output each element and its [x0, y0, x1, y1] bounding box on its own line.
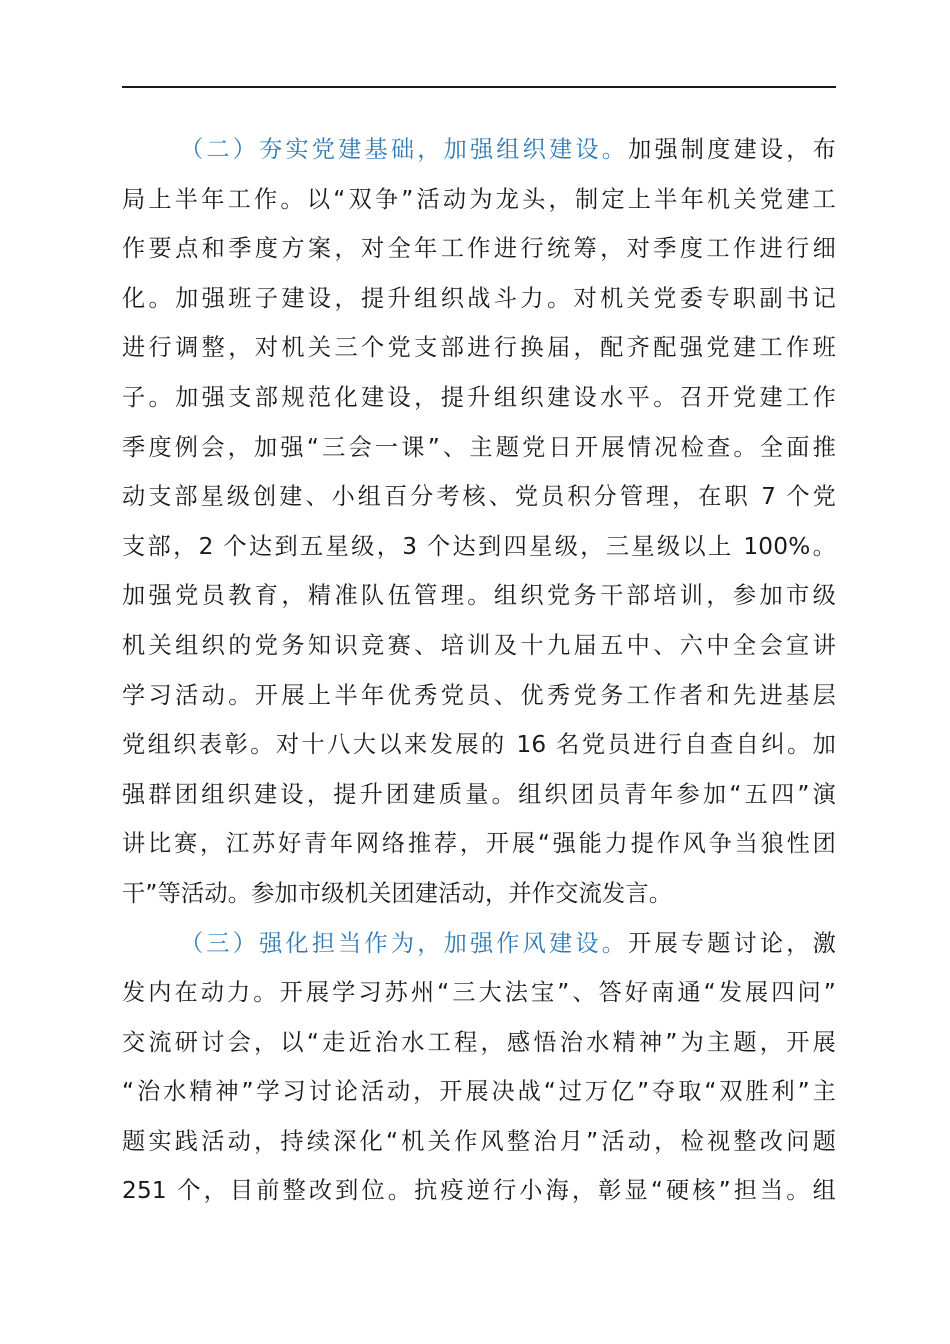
text-line: 强群团组织建设，提升团建质量。组织团员青年参加“五四”演 [122, 780, 836, 808]
text-line: 学习活动。开展上半年优秀党员、优秀党务工作者和先进基层 [122, 681, 836, 709]
text-line: 季度例会，加强“三会一课”、主题党日开展情况检查。全面推 [122, 433, 836, 461]
text-line: 251 个，目前整改到位。抗疫逆行小海，彰显“硬核”担当。组 [122, 1177, 836, 1205]
text-line: 加强党员教育，精准队伍管理。组织党务干部培训，参加市级 [122, 582, 836, 610]
text-line: 作要点和季度方案，对全年工作进行统筹，对季度工作进行细 [122, 235, 836, 263]
header-rule [122, 86, 836, 88]
section-2-first-line [122, 125, 836, 175]
document-body [122, 125, 836, 1216]
text-line: 题实践活动，持续深化“机关作风整治月”活动，检视整改问题 [122, 1127, 836, 1155]
text-line: 化。加强班子建设，提升组织战斗力。对机关党委专职副书记 [122, 284, 836, 312]
text-line: 交流研讨会，以“走近治水工程，感悟治水精神”为主题，开展 [122, 1028, 836, 1056]
text-line: 干”等活动。参加市级机关团建活动，并作交流发言。 [122, 879, 673, 907]
section-2-heading: （二）夯实党建基础，加强组织建设。 [180, 136, 629, 163]
section-3-text: 开展专题讨论，激 [628, 929, 836, 957]
text-line: 发内在动力。开展学习苏州“三大法宝”、答好南通“发展四问” [122, 979, 836, 1007]
text-line: 子。加强支部规范化建设，提升组织建设水平。召开党建工作 [122, 383, 836, 411]
text-line: 进行调整，对机关三个党支部进行换届，配齐配强党建工作班 [122, 334, 836, 362]
section-3-heading: （三）强化担当作为，加强作风建设。 [180, 929, 629, 957]
text-line: “治水精神”学习讨论活动，开展决战“过万亿”夺取“双胜利”主 [122, 1078, 836, 1106]
section-3-first-line [122, 919, 836, 969]
text-line: 党组织表彰。对十八大以来发展的 16 名党员进行自查自纠。加 [122, 731, 836, 759]
section-2-text: 加强制度建设，布 [628, 136, 836, 163]
text-line: 支部，2 个达到五星级，3 个达到四星级，三星级以上 100%。 [122, 532, 836, 560]
text-line: 局上半年工作。以“双争”活动为龙头，制定上半年机关党建工 [122, 185, 836, 213]
text-line: 动支部星级创建、小组百分考核、党员积分管理，在职 7 个党 [122, 483, 836, 511]
text-line: 讲比赛，江苏好青年网络推荐，开展“强能力提作风争当狼性团 [122, 830, 836, 858]
text-line: 机关组织的党务知识竞赛、培训及十九届五中、六中全会宣讲 [122, 631, 836, 659]
